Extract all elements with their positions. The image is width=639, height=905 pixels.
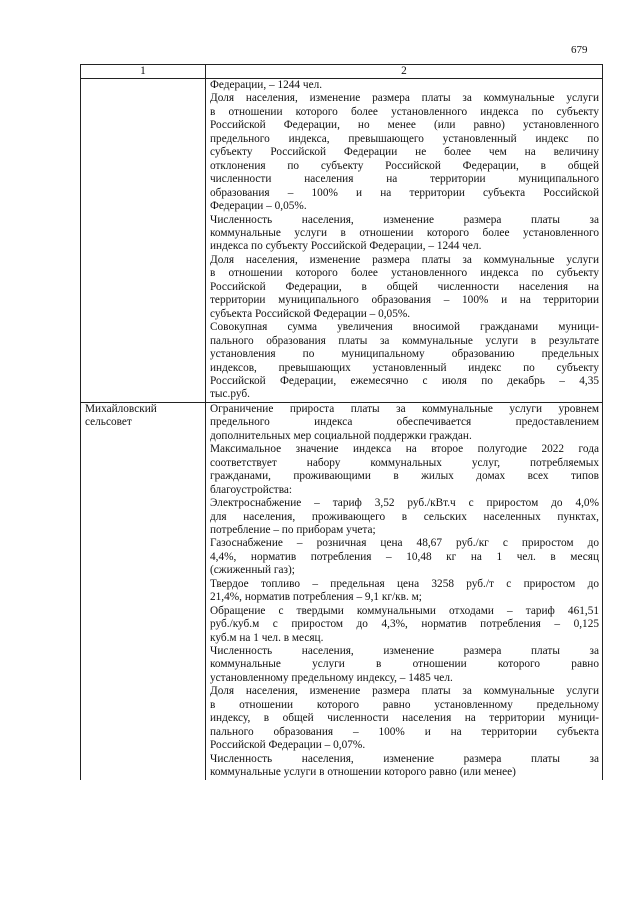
column-header-1: 1 [81,65,206,79]
text-line: пального образования – 100% и на территории субъекта [210,725,599,738]
text-line: пального образования платы за коммунальные услуги в результате [210,334,599,347]
text-line: в отношении которого более установленного индекса по субъекту [210,105,599,118]
text-line: Газоснабжение – розничная цена 48,67 руб./кг с приростом до [210,537,599,550]
text-line: Максимальное значение индекса на второе полугодие 2022 года [210,443,599,456]
text-line: благоустройства: [210,483,293,496]
text-line: гражданами, проживающими в жилых домах всех типов [210,470,599,483]
text-line: Совокупная сумма увеличения вносимой гражданами муници- [210,321,599,334]
text-line: Федерации, – 1244 чел. [210,79,323,91]
data-table [80,64,603,780]
text-line: Доля населения, изменение размера платы за коммунальные услуги [210,685,599,698]
text-line: Российской Федерации – 0,07%. [210,739,366,752]
text-line: руб./куб.м с приростом до 4,3%, норматив потребления – 0,125 [210,618,599,631]
text-line: Российской Федерации, в общей численности населения на [210,280,599,293]
text-line: Доля населения, изменение размера платы за коммунальные услуги [210,253,599,266]
paragraph [210,537,599,577]
table-row [81,402,603,779]
text-line: (сжиженный газ); [210,564,295,577]
column-header-2: 2 [206,65,603,79]
text-line: коммунальные услуги в отношении которого более установленного [210,226,599,239]
row-1-paragraphs [210,403,599,780]
text-line: Ограничение прироста платы за коммунальные услуги уровнем [210,402,599,415]
text-line: 21,4%, норматив потребления – 9,1 кг/кв. м; [210,591,422,604]
text-line: установления по муниципальному образованию предельных [210,348,599,361]
paragraph [210,79,599,92]
text-line: индексу, в общей численности населения на территории муници- [210,712,599,725]
text-line: куб.м на 1 чел. в месяц. [210,631,324,644]
paragraph [210,605,599,645]
text-line: коммунальные услуги в отношении которого равно (или менее) [210,766,516,779]
text-line: тыс.руб. [210,388,250,401]
text-line: Численность населения, изменение размера платы за [210,752,599,765]
text-line: субъекта Российской Федерации – 0,05%. [210,307,411,320]
table-row [81,79,603,403]
text-line: численности населения на территории муниципального [210,173,599,186]
text-line: Численность населения, изменение размера платы за [210,645,599,658]
row-0-paragraphs [210,79,599,402]
text-line: установленному предельному индексу, – 1485 чел. [210,671,453,684]
text-line: Доля населения, изменение размера платы за коммунальные услуги [210,92,599,105]
text-line: отклонения по субъекту Российской Федерации, в общей [210,159,599,172]
text-line: для населения, проживающего в сельских населенных пунктах, [210,510,599,523]
text-line: в отношении которого более установленного индекса по субъекту [210,267,599,280]
text-line: индекса по субъекту Российской Федерации, – 1244 чел. [210,240,482,253]
text-line: образования – 100% и на территории субъекта Российской [210,186,599,199]
paragraph [210,92,599,213]
text-line: Федерации – 0,05%. [210,200,307,213]
text-line: соответствует набору коммунальных услуг, потребляемых [210,456,599,469]
text-line: предельного индекса обеспечивается предоставлением [210,416,599,429]
municipality-cell [81,79,206,403]
text-line: в отношении которого равно установленному предельному [210,698,599,711]
paragraph [210,321,599,402]
text-line: Обращение с твердыми коммунальными отходами – тариф 461,51 [210,604,599,617]
text-line: 4,4%, норматив потребления – 10,48 кг на 1 чел. в месяц [210,550,599,563]
text-line: коммунальные услуги в отношении которого равно [210,658,599,671]
description-cell [206,79,603,403]
page-number: 679 [571,44,588,56]
text-line: Твердое топливо – предельная цена 3258 руб./т с приростом до [210,577,599,590]
paragraph [210,753,599,780]
paragraph [210,403,599,443]
text-line: индексов, превышающих установленный индекс по субъекту [210,361,599,374]
paragraph [210,497,599,537]
municipality-cell: Михайловский сельсовет [81,402,206,779]
text-line: дополнительных мер социальной поддержки граждан. [210,429,472,442]
text-line: Российской Федерации, но менее (или равно) установленного [210,119,599,132]
paragraph [210,578,599,605]
text-line: предельного индекса, превышающего установленный индекс по [210,132,599,145]
text-line: потребление – по приборам учета; [210,523,376,536]
table-header-row [81,65,603,79]
text-line: Численность населения, изменение размера платы за [210,213,599,226]
description-cell [206,402,603,779]
paragraph [210,685,599,752]
paragraph [210,254,599,321]
paragraph [210,214,599,254]
text-line: субъекту Российской Федерации не более чем на величину [210,146,599,159]
text-line: территории муниципального образования – 100% и на территории [210,294,599,307]
paragraph [210,645,599,685]
text-line: Электроснабжение – тариф 3,52 руб./кВт.ч с приростом до 4,0% [210,497,599,510]
paragraph [210,443,599,497]
text-line: Российской Федерации, ежемесячно с июля по декабрь – 4,35 [210,374,599,387]
